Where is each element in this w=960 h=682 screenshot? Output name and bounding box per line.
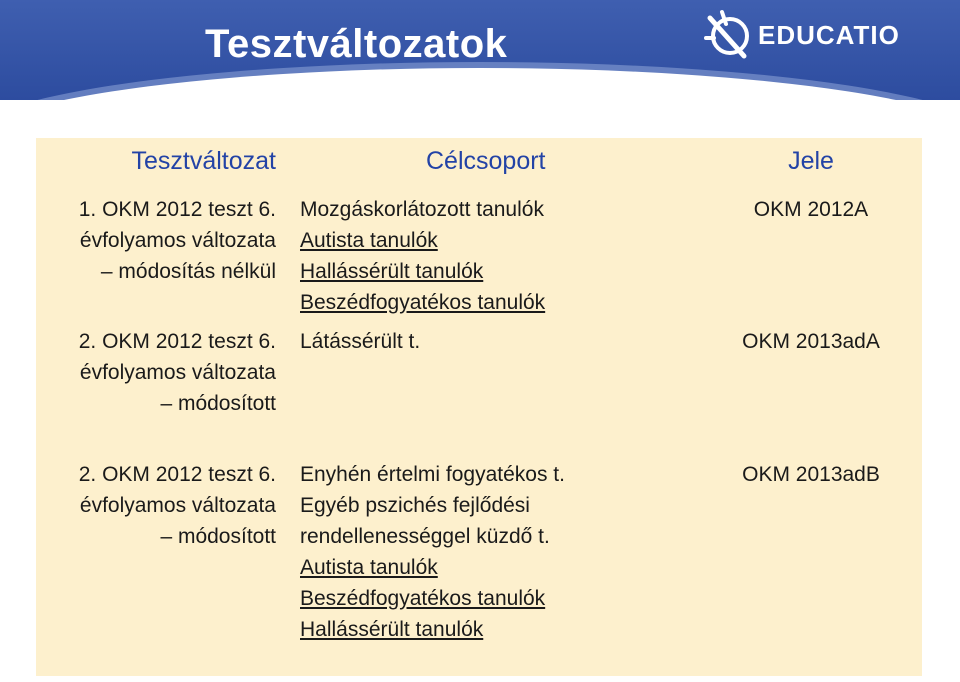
variant-line: 2. OKM 2012 teszt 6. [78, 463, 276, 486]
target-group-line: Beszédfogyatékos tanulók [300, 291, 546, 314]
column-header-code: Jele [788, 147, 834, 175]
educatio-emblem-icon [704, 8, 752, 62]
variant-line: évfolyamos változata [79, 361, 276, 384]
target-group-line: Enyhén értelmi fogyatékos t. [300, 463, 565, 486]
variant-line: 1. OKM 2012 teszt 6. [78, 198, 276, 221]
target-group-cell [300, 459, 720, 645]
variant-line: – módosítás nélkül [100, 260, 276, 283]
variant-cell [40, 194, 276, 287]
column-header-target: Célcsoport [426, 147, 546, 175]
page-title: Tesztváltozatok [205, 22, 508, 66]
target-group-line: Autista tanulók [300, 229, 438, 252]
variant-cell [40, 326, 276, 419]
variant-line: – módosított [160, 525, 276, 548]
variant-line: – módosított [160, 392, 276, 415]
code-cell: OKM 2012A [753, 198, 869, 221]
code-cell: OKM 2013adB [742, 463, 880, 486]
target-group-line: Mozgáskorlátozott tanulók [300, 198, 544, 221]
target-group-line: Autista tanulók [300, 556, 438, 579]
target-group-line: Egyéb pszichés fejlődési [300, 494, 530, 517]
target-group-line: Hallássérült tanulók [300, 260, 484, 283]
header-bar [0, 0, 960, 100]
variant-cell [40, 459, 276, 552]
target-group-line: Hallássérült tanulók [300, 618, 484, 641]
target-group-line: Beszédfogyatékos tanulók [300, 587, 546, 610]
target-group-line: Látássérült t. [300, 330, 421, 353]
code-cell: OKM 2013adA [742, 330, 880, 353]
target-group-cell [300, 194, 720, 318]
variant-line: évfolyamos változata [79, 494, 276, 517]
variant-line: évfolyamos változata [79, 229, 276, 252]
target-group-cell [300, 326, 720, 357]
logo-text: EDUCATIO [758, 19, 900, 50]
target-group-line: rendellenességgel küzdő t. [300, 525, 550, 548]
column-header-variant: Tesztváltozat [131, 147, 276, 175]
educatio-logo [704, 8, 900, 62]
variant-line: 2. OKM 2012 teszt 6. [78, 330, 276, 353]
